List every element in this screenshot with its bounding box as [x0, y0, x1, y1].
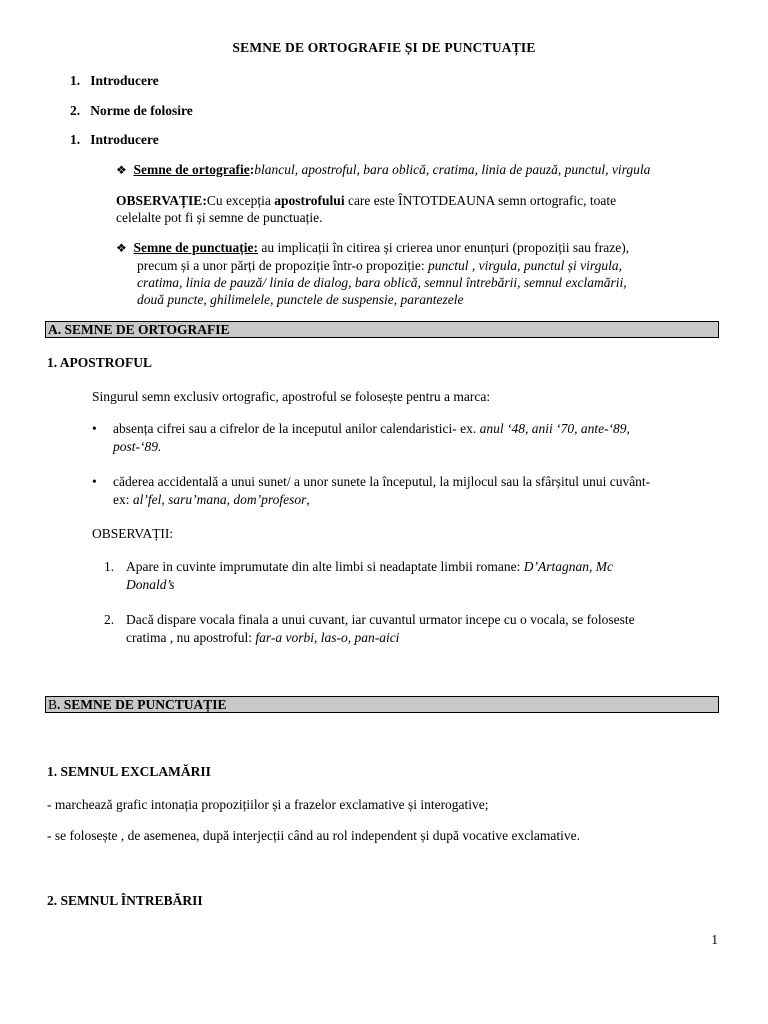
observatie-num: 2. — [104, 612, 115, 627]
toc-label: Norme de folosire — [90, 103, 193, 118]
apostroful-intro: Singurul semn exclusiv ortografic, apostroful se folosește pentru a marca: — [92, 389, 491, 404]
toc-item — [70, 73, 159, 89]
ortografie-label: Semne de ortografie — [133, 162, 250, 177]
intrebarii-heading: 2. SEMNUL ÎNTREBĂRII — [47, 893, 203, 908]
apostroful-heading: 1. APOSTROFUL — [47, 355, 153, 370]
toc-num: 2. — [70, 103, 81, 118]
section-b-header: B. SEMNE DE PUNCTUAȚIE — [45, 696, 719, 713]
toc-label: Introducere — [90, 132, 159, 147]
toc-item — [70, 103, 193, 119]
toc-num: 1. — [70, 73, 81, 88]
observatie-1-cont: Donald’s — [126, 577, 175, 592]
bullet-dot-icon: • — [92, 421, 97, 436]
observatii-label: OBSERVAȚII: — [92, 526, 174, 541]
observatie-1: Apare in cuvinte imprumutate din alte limbi si neadaptate limbii romane: D’Artagnan, Mc — [126, 559, 613, 574]
page-title: SEMNE DE ORTOGRAFIE ȘI DE PUNCTUAȚIE — [232, 40, 536, 55]
punctuatie-line-4: două puncte, ghilimelele, punctele de suspensie, parantezele — [137, 292, 464, 307]
apostroful-bullet-1-cont: post-‘89. — [113, 439, 162, 454]
ortografie-bullet: ❖ Semne de ortografie:blancul, apostroful, bara oblică, cratima, linia de pauză, punctul, virgula — [116, 162, 651, 177]
punctuatie-line-2: precum și a unor părți de propoziție într-o propoziție: punctul , virgula, punctul și virgula, — [137, 258, 622, 273]
page-number: 1 — [711, 932, 718, 947]
observatie-2-cont: cratima , nu apostroful: far-a vorbi, las-o, pan-aici — [126, 630, 400, 645]
punctuatie-line-3: cratima, linia de pauză/ linia de dialog, bara oblică, semnul întrebării, semnul exclamării, — [137, 275, 627, 290]
apostroful-bullet-2-cont: ex: al’fel, saru’mana, dom’profesor, — [113, 492, 310, 507]
section-a-header: A. SEMNE DE ORTOGRAFIE — [45, 321, 719, 338]
diamond-bullet-icon: ❖ — [116, 163, 127, 177]
exclamarii-heading: 1. SEMNUL EXCLAMĂRII — [47, 764, 211, 779]
toc-item — [70, 132, 159, 148]
apostroful-bullet-1: absența cifrei sau a cifrelor de la inceputul anilor calendaristici- ex. anul ‘48, anii ‘70, ante-‘89, — [113, 421, 630, 436]
apostroful-bullet-2: căderea accidentală a unui sunet/ a unor sunete la începutul, la mijlocul sau la sfârșitul unui cuvânt- — [113, 474, 651, 489]
observatie-num: 1. — [104, 559, 115, 574]
observatie-line-1: OBSERVAȚIE:Cu excepția apostrofului care este ÎNTOTDEAUNA semn ortografic, toate — [116, 193, 617, 208]
toc-num: 1. — [70, 132, 81, 147]
observatie-line-2: celelalte pot fi și semne de punctuație. — [116, 210, 323, 225]
observatie-2: Dacă dispare vocala finala a unui cuvant, iar cuvantul urmator incepe cu o vocala, se foloseste — [126, 612, 635, 627]
diamond-bullet-icon: ❖ — [116, 241, 127, 255]
bullet-dot-icon: • — [92, 474, 97, 489]
punctuatie-bullet: ❖ Semne de punctuație: au implicații în citirea și crierea unor enunțuri (propoziții sau fraze), — [116, 240, 630, 255]
exclamarii-line-2: - se folosește , de asemenea, după interjecții când au rol independent și după vocative exclamative. — [47, 828, 581, 843]
exclamarii-line-1: - marchează grafic intonația propozițiilor și a frazelor exclamative și interogative; — [47, 797, 489, 812]
ortografie-items: blancul, apostroful, bara oblică, cratima, linia de pauză, punctul, virgula — [254, 162, 651, 177]
toc-label: Introducere — [90, 73, 159, 88]
